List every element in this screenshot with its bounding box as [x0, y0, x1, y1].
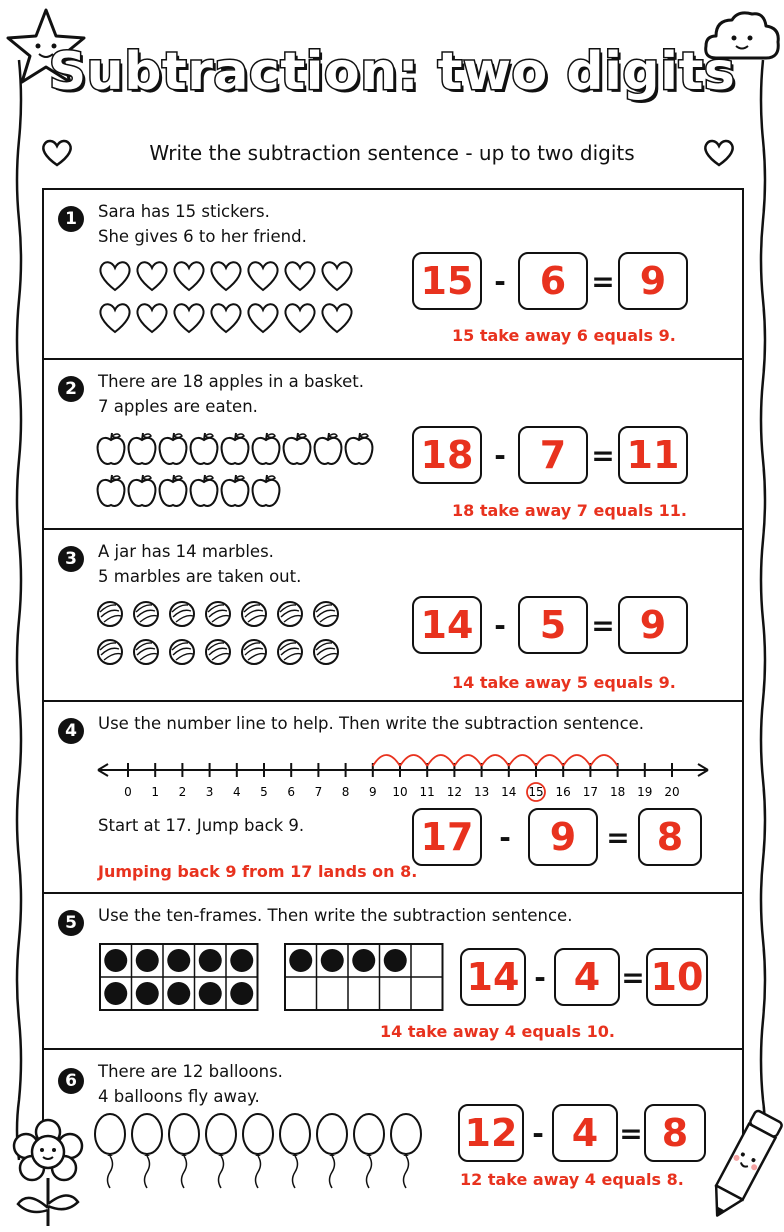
- tick-label: 14: [501, 785, 517, 799]
- jump-arc: [454, 755, 481, 766]
- jump-arc: [536, 755, 563, 766]
- heart-icon: [248, 262, 277, 290]
- balloon-icon: [354, 1114, 384, 1188]
- marble-icon: [206, 640, 230, 664]
- balloon-icon: [391, 1114, 421, 1188]
- tick-label: 0: [124, 785, 132, 799]
- minuend-box[interactable]: 14: [460, 948, 526, 1006]
- answer-caption: 15 take away 6 equals 9.: [452, 326, 676, 345]
- jump-arc: [590, 755, 617, 766]
- balloon-icon: [280, 1114, 310, 1188]
- marble-icon: [98, 640, 122, 664]
- minus-sign: -: [532, 1116, 544, 1150]
- jump-arc: [482, 755, 509, 766]
- heart-icon: [137, 304, 166, 332]
- subtraction-sentence: [460, 948, 708, 1006]
- minuend-box[interactable]: 15: [412, 252, 482, 310]
- tick-label: 20: [664, 785, 680, 799]
- apple-icon: [160, 433, 187, 464]
- subtraction-sentence: [412, 596, 688, 654]
- balloon-icon: [317, 1114, 347, 1188]
- marbles-picture: [96, 600, 356, 680]
- marble-icon: [278, 640, 302, 664]
- marble-icon: [134, 640, 158, 664]
- marble-icon: [242, 602, 266, 626]
- answer-caption: 14 take away 4 equals 10.: [380, 1022, 615, 1041]
- apple-icon: [253, 475, 280, 506]
- heart-icon: [322, 304, 351, 332]
- tick-label: 12: [446, 785, 463, 799]
- tick-label: 15: [528, 785, 544, 799]
- marble-icon: [134, 602, 158, 626]
- answer-caption: 12 take away 4 equals 8.: [460, 1170, 684, 1189]
- counter-dot: [289, 949, 312, 972]
- page-title: Subtraction: two digits: [48, 42, 736, 102]
- counter-dot: [199, 949, 222, 972]
- counter-dot: [104, 982, 127, 1005]
- pencil-icon: [708, 1108, 778, 1226]
- marble-icon: [314, 602, 338, 626]
- subtrahend-box[interactable]: 5: [518, 596, 588, 654]
- tick-label: 6: [287, 785, 296, 799]
- problem-number: 3: [58, 546, 84, 572]
- apple-icon: [98, 475, 125, 506]
- tick-label: 7: [314, 785, 323, 799]
- minuend-box[interactable]: 18: [412, 426, 482, 484]
- right-border-decoration: [758, 60, 762, 1160]
- problem-2: [44, 358, 742, 530]
- number-line: [96, 742, 716, 802]
- apple-icon: [284, 433, 311, 464]
- heart-icon: [137, 262, 166, 290]
- difference-box[interactable]: 9: [618, 252, 688, 310]
- equals-sign: =: [591, 438, 615, 472]
- marble-icon: [242, 640, 266, 664]
- tick-label: 11: [419, 785, 435, 799]
- tick-label: 3: [205, 785, 214, 799]
- counter-dot: [199, 982, 222, 1005]
- balloon-icon: [132, 1114, 162, 1188]
- difference-box[interactable]: 9: [618, 596, 688, 654]
- tick-label: 13: [473, 785, 490, 799]
- subtrahend-box[interactable]: 7: [518, 426, 588, 484]
- minus-sign: -: [494, 438, 506, 472]
- balloon-icon: [169, 1114, 199, 1188]
- minus-sign: -: [499, 820, 511, 854]
- problem-4: [44, 700, 742, 894]
- heart-icon: [100, 262, 129, 290]
- equals-sign: =: [606, 820, 630, 854]
- problem-number: 2: [58, 376, 84, 402]
- marble-icon: [170, 602, 194, 626]
- difference-box[interactable]: 11: [618, 426, 688, 484]
- tick-label: 17: [582, 785, 599, 799]
- problem-text-line: 4 balloons fly away.: [98, 1087, 260, 1106]
- heart-icon: [211, 304, 240, 332]
- problem-number: 6: [58, 1068, 84, 1094]
- balloon-icon: [243, 1114, 273, 1188]
- problem-text-line: 5 marbles are taken out.: [98, 567, 302, 586]
- jump-arc: [373, 755, 400, 766]
- marble-icon: [314, 640, 338, 664]
- counter-dot: [352, 949, 375, 972]
- problem-text-line: Use the number line to help. Then write the subtraction sentence.: [98, 714, 645, 733]
- hearts-picture: [98, 260, 368, 340]
- tick-label: 1: [151, 785, 160, 799]
- apple-icon: [346, 433, 373, 464]
- heart-icon: [285, 304, 314, 332]
- apple-icon: [98, 433, 125, 464]
- problems-frame: [42, 188, 744, 1140]
- tick-label: 10: [392, 785, 408, 799]
- heart-icon: [285, 262, 314, 290]
- apple-icon: [222, 433, 249, 464]
- subtraction-sentence: [412, 252, 688, 310]
- heart-icon: [100, 304, 129, 332]
- apple-icon: [191, 433, 218, 464]
- minus-sign: -: [494, 264, 506, 298]
- tick-label: 5: [260, 785, 268, 799]
- problem-text-line: Sara has 15 stickers.: [98, 202, 270, 221]
- jump-arc: [563, 755, 590, 766]
- heart-icon: [174, 262, 203, 290]
- jump-arc: [509, 755, 536, 766]
- tick-label: 9: [368, 785, 377, 799]
- subtraction-sentence: [458, 1104, 706, 1162]
- apple-icon: [315, 433, 342, 464]
- problem-3: [44, 528, 742, 702]
- apple-icon: [129, 433, 156, 464]
- apple-icon: [191, 475, 218, 506]
- left-border-decoration: [14, 60, 18, 1160]
- subtrahend-box[interactable]: 6: [518, 252, 588, 310]
- problem-text-line: Start at 17. Jump back 9.: [98, 816, 305, 835]
- ten-frames: [100, 944, 460, 1018]
- counter-dot: [230, 949, 253, 972]
- counter-dot: [384, 949, 407, 972]
- problem-number: 1: [58, 206, 84, 232]
- minus-sign: -: [494, 608, 506, 642]
- heart-icon: [174, 304, 203, 332]
- flower-icon: [8, 1118, 88, 1228]
- apple-icon: [222, 475, 249, 506]
- minuend-box[interactable]: 14: [412, 596, 482, 654]
- counter-dot: [104, 949, 127, 972]
- minuend-box[interactable]: 17: [412, 808, 482, 866]
- problem-1: [44, 190, 742, 358]
- subtrahend-box[interactable]: 9: [528, 808, 598, 866]
- subtraction-sentence: [412, 808, 702, 866]
- balloon-icon: [95, 1114, 125, 1188]
- apple-icon: [129, 475, 156, 506]
- difference-box[interactable]: 10: [646, 948, 708, 1006]
- equals-sign: =: [591, 608, 615, 642]
- jump-arc: [427, 755, 454, 766]
- heart-icon: [211, 262, 240, 290]
- counter-dot: [167, 949, 190, 972]
- difference-box[interactable]: 8: [644, 1104, 706, 1162]
- page-subtitle: Write the subtraction sentence - up to two digits: [149, 141, 635, 165]
- problem-text-line: 7 apples are eaten.: [98, 397, 258, 416]
- jump-arc: [400, 755, 427, 766]
- subtrahend-box[interactable]: 4: [554, 948, 620, 1006]
- problem-text-line: Use the ten-frames. Then write the subtraction sentence.: [98, 906, 573, 925]
- problem-text-line: She gives 6 to her friend.: [98, 227, 307, 246]
- difference-box[interactable]: 8: [638, 808, 702, 866]
- marble-icon: [206, 602, 230, 626]
- tick-label: 8: [341, 785, 350, 799]
- problem-text-line: There are 12 balloons.: [98, 1062, 283, 1081]
- counter-dot: [321, 949, 344, 972]
- marble-icon: [278, 602, 302, 626]
- counter-dot: [230, 982, 253, 1005]
- answer-caption: Jumping back 9 from 17 lands on 8.: [98, 862, 418, 881]
- counter-dot: [167, 982, 190, 1005]
- answer-caption: 14 take away 5 equals 9.: [452, 673, 676, 692]
- tick-label: 18: [609, 785, 626, 799]
- problem-5: [44, 892, 742, 1050]
- equals-sign: =: [591, 264, 615, 298]
- marble-icon: [170, 640, 194, 664]
- tick-label: 2: [178, 785, 187, 799]
- counter-dot: [136, 949, 159, 972]
- problem-text-line: A jar has 14 marbles.: [98, 542, 274, 561]
- tick-label: 4: [232, 785, 241, 799]
- answer-caption: 18 take away 7 equals 11.: [452, 501, 687, 520]
- apples-picture: [96, 432, 386, 516]
- equals-sign: =: [619, 1116, 643, 1150]
- minus-sign: -: [534, 960, 546, 994]
- heart-icon: [322, 262, 351, 290]
- marble-icon: [98, 602, 122, 626]
- problem-number: 4: [58, 718, 84, 744]
- subtrahend-box[interactable]: 4: [552, 1104, 618, 1162]
- heart-icon: [248, 304, 277, 332]
- balloon-icon: [206, 1114, 236, 1188]
- problem-text-line: There are 18 apples in a basket.: [98, 372, 364, 391]
- balloons-picture: [94, 1112, 434, 1192]
- equals-sign: =: [621, 960, 645, 994]
- apple-icon: [160, 475, 187, 506]
- tick-label: 19: [637, 785, 653, 799]
- problem-number: 5: [58, 910, 84, 936]
- apple-icon: [253, 433, 280, 464]
- counter-dot: [136, 982, 159, 1005]
- subtraction-sentence: [412, 426, 688, 484]
- minuend-box[interactable]: 12: [458, 1104, 524, 1162]
- tick-label: 16: [555, 785, 571, 799]
